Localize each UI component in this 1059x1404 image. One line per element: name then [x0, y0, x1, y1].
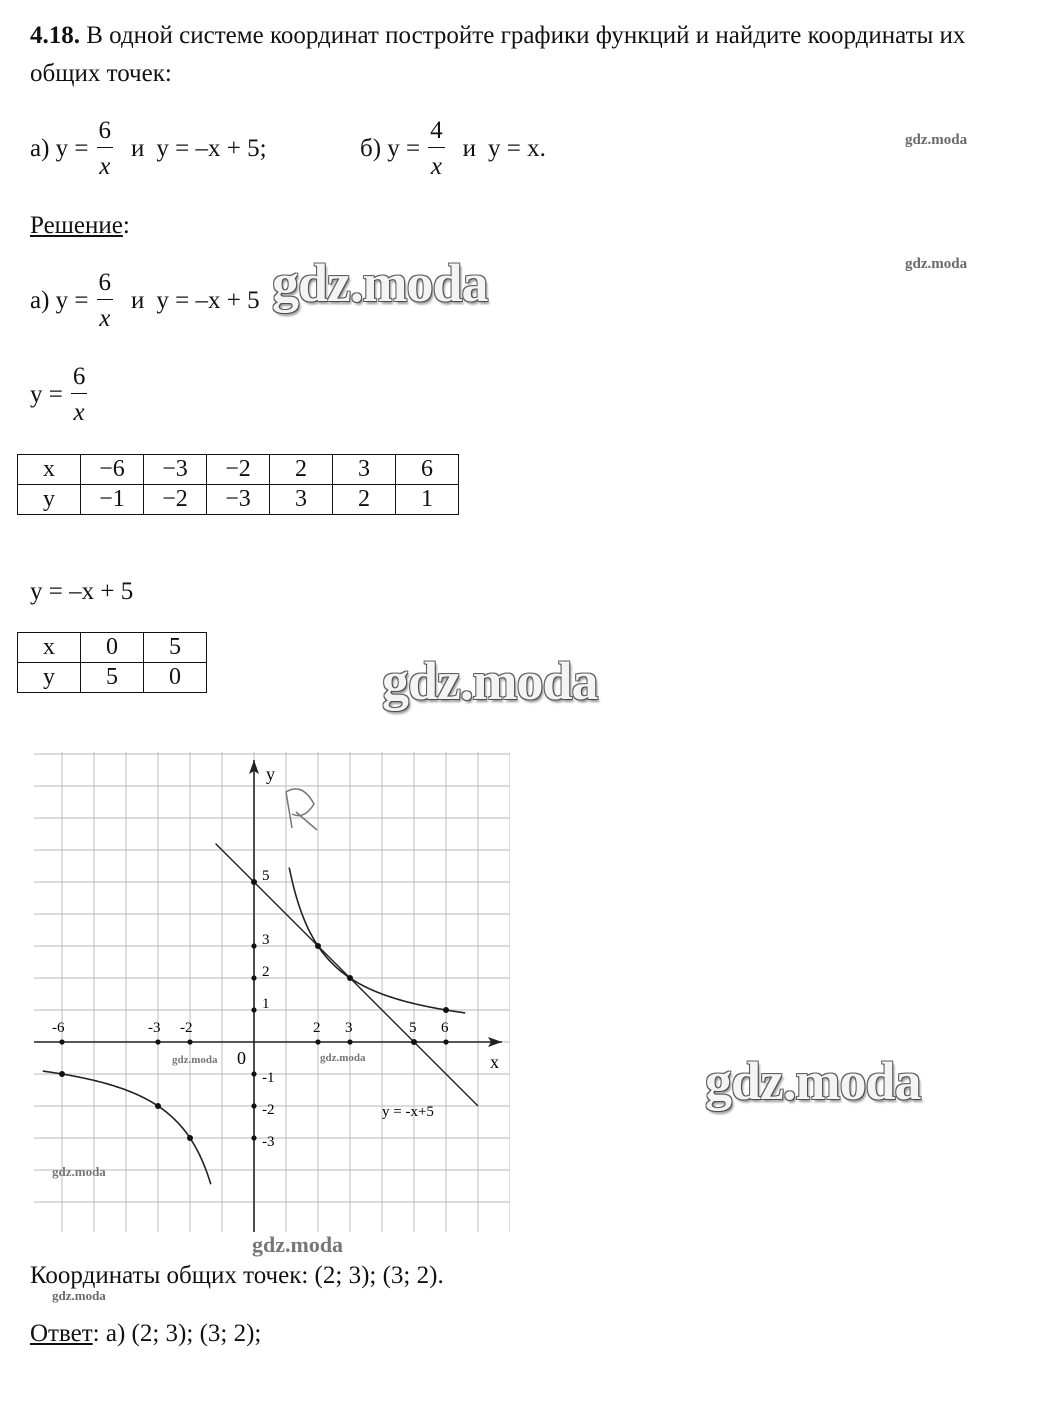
- task-a: [30, 118, 267, 179]
- x-tick-dot: [59, 1039, 64, 1044]
- table-cell: −2: [207, 455, 270, 485]
- solution-heading-colon: :: [122, 212, 130, 239]
- hyperbola-right-branch: [289, 868, 465, 1013]
- solution-heading-text: Решение: [30, 212, 123, 239]
- x-tick-label: -3: [148, 1020, 161, 1036]
- table-cell: −2: [144, 485, 207, 515]
- y-tick-label: 2: [262, 964, 270, 980]
- x-tick-label: -2: [180, 1020, 193, 1036]
- fraction-denominator: x: [99, 153, 111, 180]
- y-tick-dot: [251, 975, 256, 980]
- fraction-denominator: x: [99, 305, 111, 332]
- y-tick-dot: [251, 1135, 256, 1140]
- watermark-medium: gdz.moda: [252, 1232, 344, 1257]
- x-tick-dot: [347, 1039, 352, 1044]
- x-tick-label: 3: [345, 1020, 353, 1036]
- y-axis-label: y: [266, 764, 275, 784]
- watermark-small: gdz.moda: [52, 1288, 106, 1303]
- line-label: y = -x+5: [382, 1104, 434, 1120]
- table-cell: 3: [333, 455, 396, 485]
- x-tick-dot: [187, 1039, 192, 1044]
- function-1: [30, 364, 87, 425]
- fraction-denominator: x: [73, 399, 85, 426]
- y-tick-label: -3: [262, 1134, 275, 1150]
- graph-point: [187, 1135, 193, 1141]
- table-cell: −1: [81, 485, 144, 515]
- watermark-large: gdz.moda: [272, 253, 488, 313]
- x-tick-dot: [315, 1039, 320, 1044]
- watermark-large: gdz.moda: [382, 651, 598, 711]
- table-row: [18, 663, 207, 693]
- x-tick-label: 2: [313, 1020, 321, 1036]
- table-cell: x: [18, 455, 81, 485]
- y-tick-label: 5: [262, 868, 270, 884]
- fraction-numerator: 6: [97, 118, 114, 148]
- table-cell: x: [18, 633, 81, 663]
- fraction-numerator: 6: [71, 364, 88, 394]
- watermark-large: gdz.moda: [705, 1051, 921, 1111]
- function-graph: [34, 752, 510, 1232]
- table-cell: 3: [270, 485, 333, 515]
- fraction-numerator: 4: [428, 118, 445, 148]
- graph-point: [347, 975, 353, 981]
- table-cell: y: [18, 663, 81, 693]
- solution-a: [30, 270, 260, 331]
- fraction-denominator: x: [430, 153, 442, 180]
- watermark-small: gdz.moda: [905, 132, 968, 148]
- task-b-label: б) y =: [360, 134, 421, 162]
- task-a-fraction: [97, 118, 114, 179]
- solution-a-rest: y = –x + 5: [156, 286, 260, 314]
- table-cell: 6: [396, 455, 459, 485]
- watermark-small: gdz.moda: [905, 256, 968, 272]
- function-1-label: y =: [30, 380, 63, 408]
- solution-a-label: а) y =: [30, 286, 89, 314]
- x-tick-dot: [443, 1039, 448, 1044]
- function-2: y = –x + 5: [30, 578, 134, 605]
- answer-text: : а) (2; 3); (3; 2);: [92, 1320, 262, 1347]
- table-cell: y: [18, 485, 81, 515]
- task-a-label: а) y =: [30, 134, 89, 162]
- table-cell: 0: [144, 663, 207, 693]
- table-row: [18, 633, 207, 663]
- y-tick-dot: [251, 1103, 256, 1108]
- watermark-small: gdz.moda: [52, 1164, 106, 1179]
- watermark-small: gdz.moda: [320, 1052, 366, 1064]
- task-a-rest: y = –x + 5;: [156, 134, 267, 162]
- origin-label: 0: [237, 1048, 246, 1068]
- graph-point: [443, 1007, 449, 1013]
- answer-label: Ответ: [30, 1320, 93, 1347]
- problem-number: 4.18.: [30, 22, 80, 49]
- task-b-fraction: [428, 118, 445, 179]
- problem-text-line1: В одной системе координат постройте графики функций и найдите координаты их: [86, 22, 966, 49]
- graph-point: [59, 1071, 65, 1077]
- problem-text-line2: общих точек:: [30, 60, 172, 87]
- y-tick-label: -1: [262, 1070, 275, 1086]
- table-cell: 0: [81, 633, 144, 663]
- task-a-conjunction: и: [131, 134, 145, 162]
- watermark-small: gdz.moda: [172, 1054, 218, 1066]
- task-b: [360, 118, 546, 179]
- x-tick-dot: [411, 1039, 416, 1044]
- x-tick-label: 6: [441, 1020, 449, 1036]
- table-cell: 5: [144, 633, 207, 663]
- table-row: [18, 455, 459, 485]
- x-tick-label: -6: [52, 1020, 65, 1036]
- x-tick-label: 5: [409, 1020, 417, 1036]
- solution-heading: [30, 212, 130, 240]
- table-cell: −3: [207, 485, 270, 515]
- fraction-numerator: 6: [97, 270, 114, 300]
- task-b-rest: y = x.: [488, 134, 546, 162]
- table-cell: 2: [333, 485, 396, 515]
- table-cell: −6: [81, 455, 144, 485]
- solution-a-fraction: [97, 270, 114, 331]
- table-cell: 5: [81, 663, 144, 693]
- values-table-1: [17, 454, 459, 515]
- y-tick-dot: [251, 879, 256, 884]
- graph-curves: [43, 844, 478, 1185]
- solution-a-conjunction: и: [131, 286, 145, 314]
- y-tick-label: 1: [262, 996, 270, 1012]
- y-tick-dot: [251, 943, 256, 948]
- graph-point: [315, 943, 321, 949]
- x-axis-label: x: [490, 1052, 499, 1072]
- task-b-conjunction: и: [462, 134, 477, 162]
- y-tick-label: 3: [262, 932, 270, 948]
- y-tick-dot: [251, 1007, 256, 1012]
- values-table-2: [17, 632, 207, 693]
- table-cell: 2: [270, 455, 333, 485]
- table-cell: −3: [144, 455, 207, 485]
- pen-mark: [286, 789, 317, 830]
- graph-point: [155, 1103, 161, 1109]
- y-tick-dot: [251, 1071, 256, 1076]
- table-cell: 1: [396, 485, 459, 515]
- x-tick-dot: [155, 1039, 160, 1044]
- table-row: [18, 485, 459, 515]
- common-points-text: Координаты общих точек: (2; 3); (3; 2).: [30, 1262, 444, 1289]
- y-tick-label: -2: [262, 1102, 275, 1118]
- answer: [30, 1320, 261, 1348]
- function-1-fraction: [71, 364, 88, 425]
- graph-grid: [34, 752, 510, 1232]
- problem-statement: [30, 22, 965, 50]
